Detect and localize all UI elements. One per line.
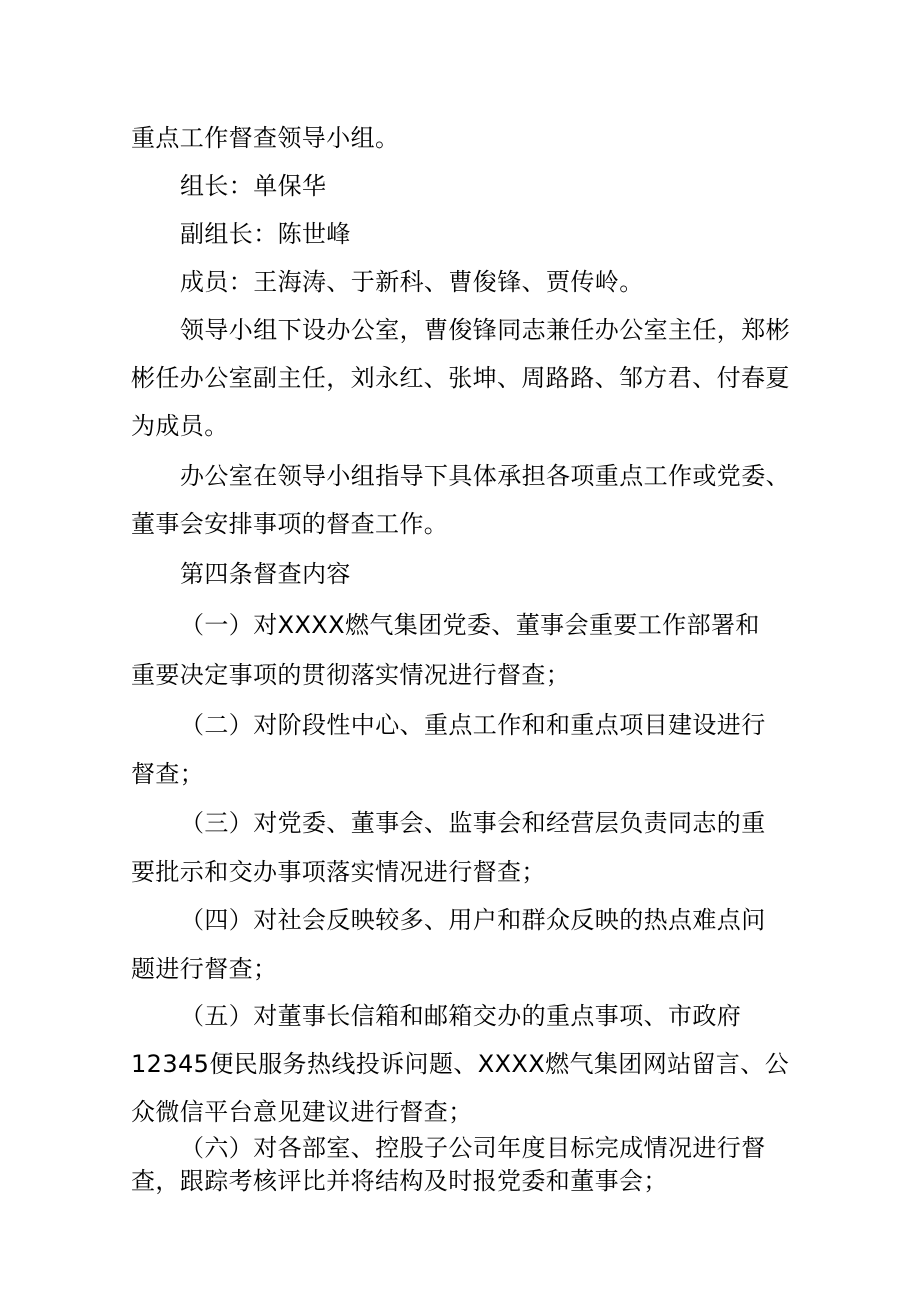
text-line: 重要决定事项的贯彻落实情况进行督查；	[131, 661, 571, 689]
list-item: （五）对董事长信箱和邮箱交办的重点事项、市政府	[180, 1002, 742, 1030]
text-line: 12345便民服务热线投诉问题、XXXX燃气集团网站留言、公	[131, 1050, 790, 1078]
text-line: 董事会安排事项的督查工作。	[131, 510, 449, 538]
text-line: 彬任办公室副主任，刘永红、张坤、周路路、邹方君、付春夏	[131, 364, 790, 392]
text-line: 为成员。	[131, 412, 229, 440]
text-line: 重点工作督查领导小组。	[131, 124, 400, 152]
list-item: （六）对各部室、控股子公司年度目标完成情况进行督	[180, 1134, 766, 1162]
text-line: 要批示和交办事项落实情况进行督查；	[131, 858, 546, 886]
list-item: （四）对社会反映较多、用户和群众反映的热点难点问	[180, 906, 766, 934]
text-line: 领导小组下设办公室，曹俊锋同志兼任办公室主任，郑彬	[180, 316, 790, 344]
list-item: （二）对阶段性中心、重点工作和和重点项目建设进行	[180, 711, 766, 739]
text-line: 查，跟踪考核评比并将结构及时报党委和董事会；	[131, 1167, 668, 1195]
text-line: 题进行督查；	[131, 955, 278, 983]
section-heading: 第四条督查内容	[180, 560, 351, 588]
text-line: 组长：单保华	[180, 172, 327, 200]
text-line: 副组长：陈世峰	[180, 220, 351, 248]
text-line: 督查；	[131, 760, 205, 788]
text-line: 众微信平台意见建议进行督查；	[131, 1098, 473, 1126]
list-item: （一）对XXXX燃气集团党委、董事会重要工作部署和	[180, 611, 760, 639]
list-item: （三）对党委、董事会、监事会和经营层负责同志的重	[180, 809, 766, 837]
text-line: 办公室在领导小组指导下具体承担各项重点工作或党委、	[180, 462, 790, 490]
text-line: 成员：王海涛、于新科、曹俊锋、贾传岭。	[180, 268, 644, 296]
